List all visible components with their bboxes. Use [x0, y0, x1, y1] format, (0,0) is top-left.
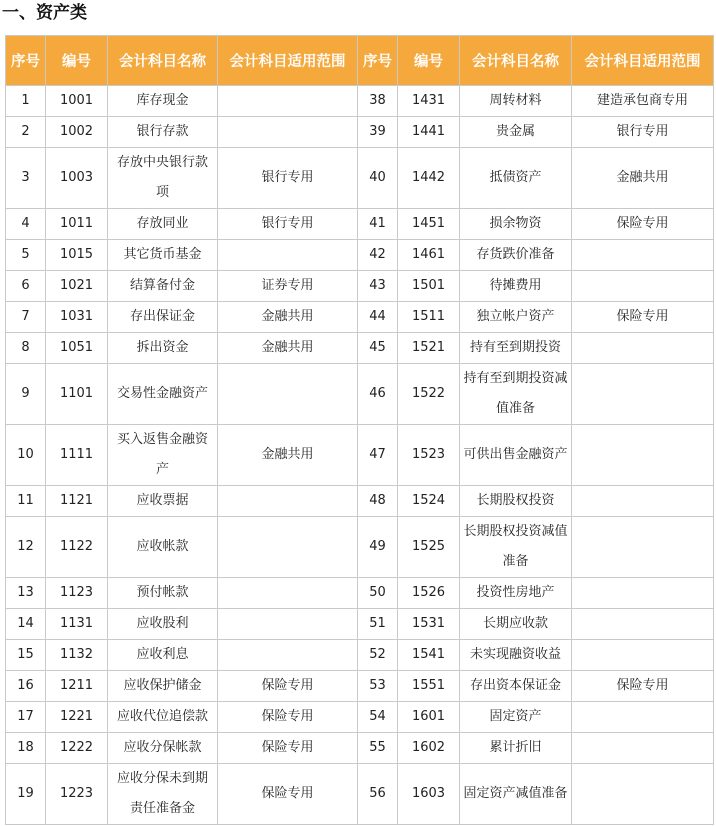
table-header-row	[6, 36, 714, 86]
cell-account-name: 其它货币基金	[108, 240, 218, 271]
cell-seq: 8	[6, 333, 46, 364]
cell-scope	[572, 425, 714, 486]
cell-scope: 银行专用	[218, 209, 358, 240]
cell-account-name: 交易性金融资产	[108, 364, 218, 425]
cell-account-name: 独立帐户资产	[460, 302, 572, 333]
cell-seq: 13	[6, 578, 46, 609]
cell-seq: 50	[358, 578, 398, 609]
cell-account-name: 长期股权投资减值准备	[460, 517, 572, 578]
cell-account-name: 贵金属	[460, 117, 572, 148]
cell-seq: 12	[6, 517, 46, 578]
cell-account-name: 存货跌价准备	[460, 240, 572, 271]
cell-seq: 14	[6, 609, 46, 640]
table-row	[6, 209, 714, 240]
cell-account-name: 持有至到期投资	[460, 333, 572, 364]
table-row	[6, 609, 714, 640]
cell-scope	[572, 517, 714, 578]
cell-account-name: 应收股利	[108, 609, 218, 640]
cell-scope	[572, 640, 714, 671]
table-row	[6, 271, 714, 302]
cell-account-name: 应收代位追偿款	[108, 702, 218, 733]
cell-code: 1461	[398, 240, 460, 271]
cell-scope	[572, 486, 714, 517]
cell-seq: 52	[358, 640, 398, 671]
cell-seq: 40	[358, 148, 398, 209]
cell-code: 1541	[398, 640, 460, 671]
cell-account-name: 结算备付金	[108, 271, 218, 302]
cell-code: 1015	[46, 240, 108, 271]
cell-code: 1122	[46, 517, 108, 578]
cell-seq: 46	[358, 364, 398, 425]
cell-scope	[572, 702, 714, 733]
cell-account-name: 抵债资产	[460, 148, 572, 209]
cell-code: 1011	[46, 209, 108, 240]
cell-seq: 41	[358, 209, 398, 240]
cell-scope	[572, 271, 714, 302]
table-row	[6, 148, 714, 209]
cell-scope: 证券专用	[218, 271, 358, 302]
cell-account-name: 预付帐款	[108, 578, 218, 609]
cell-seq: 43	[358, 271, 398, 302]
cell-scope: 银行专用	[572, 117, 714, 148]
cell-account-name: 未实现融资收益	[460, 640, 572, 671]
cell-account-name: 持有至到期投资减值准备	[460, 364, 572, 425]
header-code: 编号	[398, 36, 460, 86]
cell-code: 1521	[398, 333, 460, 364]
cell-account-name: 应收分保帐款	[108, 733, 218, 764]
cell-seq: 16	[6, 671, 46, 702]
cell-account-name: 存出保证金	[108, 302, 218, 333]
cell-scope	[218, 517, 358, 578]
cell-seq: 4	[6, 209, 46, 240]
cell-code: 1211	[46, 671, 108, 702]
table-row	[6, 333, 714, 364]
section-title: 一、资产类	[2, 3, 87, 23]
cell-code: 1551	[398, 671, 460, 702]
cell-account-name: 长期应收款	[460, 609, 572, 640]
cell-seq: 3	[6, 148, 46, 209]
table-row	[6, 517, 714, 578]
cell-code: 1531	[398, 609, 460, 640]
cell-code: 1021	[46, 271, 108, 302]
cell-seq: 11	[6, 486, 46, 517]
cell-scope	[572, 609, 714, 640]
cell-scope	[572, 764, 714, 825]
cell-account-name: 固定资产减值准备	[460, 764, 572, 825]
cell-code: 1522	[398, 364, 460, 425]
cell-account-name: 应收票据	[108, 486, 218, 517]
cell-code: 1222	[46, 733, 108, 764]
table-row	[6, 733, 714, 764]
cell-scope	[572, 364, 714, 425]
cell-account-name: 投资性房地产	[460, 578, 572, 609]
cell-account-name: 长期股权投资	[460, 486, 572, 517]
cell-account-name: 拆出资金	[108, 333, 218, 364]
cell-code: 1442	[398, 148, 460, 209]
cell-code: 1031	[46, 302, 108, 333]
cell-seq: 49	[358, 517, 398, 578]
cell-account-name: 应收帐款	[108, 517, 218, 578]
table-row	[6, 671, 714, 702]
cell-seq: 48	[358, 486, 398, 517]
header-account-name: 会计科目名称	[108, 36, 218, 86]
cell-code: 1001	[46, 86, 108, 117]
cell-code: 1132	[46, 640, 108, 671]
cell-account-name: 可供出售金融资产	[460, 425, 572, 486]
cell-scope: 金融共用	[218, 333, 358, 364]
cell-code: 1602	[398, 733, 460, 764]
cell-scope: 保险专用	[218, 733, 358, 764]
cell-scope: 保险专用	[572, 209, 714, 240]
cell-account-name: 待摊费用	[460, 271, 572, 302]
cell-seq: 42	[358, 240, 398, 271]
cell-code: 1603	[398, 764, 460, 825]
cell-account-name: 应收分保未到期责任准备金	[108, 764, 218, 825]
cell-scope	[572, 333, 714, 364]
cell-scope: 建造承包商专用	[572, 86, 714, 117]
cell-seq: 55	[358, 733, 398, 764]
cell-code: 1101	[46, 364, 108, 425]
cell-account-name: 库存现金	[108, 86, 218, 117]
cell-seq: 39	[358, 117, 398, 148]
accounts-table	[5, 35, 714, 825]
cell-scope: 银行专用	[218, 148, 358, 209]
table-row	[6, 86, 714, 117]
cell-code: 1111	[46, 425, 108, 486]
table-row	[6, 302, 714, 333]
cell-seq: 18	[6, 733, 46, 764]
cell-code: 1131	[46, 609, 108, 640]
cell-scope	[218, 86, 358, 117]
cell-scope	[218, 240, 358, 271]
cell-account-name: 买入返售金融资产	[108, 425, 218, 486]
cell-code: 1523	[398, 425, 460, 486]
cell-code: 1003	[46, 148, 108, 209]
cell-seq: 45	[358, 333, 398, 364]
cell-code: 1525	[398, 517, 460, 578]
cell-code: 1526	[398, 578, 460, 609]
cell-scope: 金融共用	[218, 302, 358, 333]
cell-scope	[218, 117, 358, 148]
cell-scope	[572, 578, 714, 609]
cell-scope: 保险专用	[218, 702, 358, 733]
table-row	[6, 425, 714, 486]
table-row	[6, 764, 714, 825]
table-row	[6, 117, 714, 148]
cell-scope: 金融共用	[572, 148, 714, 209]
cell-seq: 7	[6, 302, 46, 333]
cell-account-name: 损余物资	[460, 209, 572, 240]
table-row	[6, 578, 714, 609]
header-code: 编号	[46, 36, 108, 86]
cell-scope: 金融共用	[218, 425, 358, 486]
cell-scope	[572, 240, 714, 271]
cell-code: 1123	[46, 578, 108, 609]
cell-account-name: 周转材料	[460, 86, 572, 117]
cell-account-name: 银行存款	[108, 117, 218, 148]
cell-code: 1451	[398, 209, 460, 240]
cell-code: 1524	[398, 486, 460, 517]
cell-account-name: 固定资产	[460, 702, 572, 733]
header-seq: 序号	[358, 36, 398, 86]
header-scope: 会计科目适用范围	[572, 36, 714, 86]
cell-seq: 19	[6, 764, 46, 825]
table-row	[6, 240, 714, 271]
cell-account-name: 应收利息	[108, 640, 218, 671]
cell-seq: 54	[358, 702, 398, 733]
cell-code: 1511	[398, 302, 460, 333]
cell-seq: 9	[6, 364, 46, 425]
cell-seq: 56	[358, 764, 398, 825]
header-account-name: 会计科目名称	[460, 36, 572, 86]
cell-scope	[218, 640, 358, 671]
cell-account-name: 累计折旧	[460, 733, 572, 764]
cell-scope: 保险专用	[572, 302, 714, 333]
table-row	[6, 364, 714, 425]
cell-seq: 44	[358, 302, 398, 333]
cell-seq: 53	[358, 671, 398, 702]
cell-code: 1221	[46, 702, 108, 733]
cell-code: 1223	[46, 764, 108, 825]
cell-seq: 5	[6, 240, 46, 271]
cell-seq: 51	[358, 609, 398, 640]
table-row	[6, 640, 714, 671]
cell-code: 1002	[46, 117, 108, 148]
cell-seq: 47	[358, 425, 398, 486]
cell-code: 1501	[398, 271, 460, 302]
cell-code: 1051	[46, 333, 108, 364]
cell-account-name: 存出资本保证金	[460, 671, 572, 702]
table-row	[6, 486, 714, 517]
cell-scope: 保险专用	[572, 671, 714, 702]
header-seq: 序号	[6, 36, 46, 86]
table-row	[6, 702, 714, 733]
cell-code: 1441	[398, 117, 460, 148]
cell-account-name: 存放中央银行款项	[108, 148, 218, 209]
cell-scope	[218, 364, 358, 425]
cell-scope	[218, 486, 358, 517]
header-scope: 会计科目适用范围	[218, 36, 358, 86]
cell-scope	[218, 578, 358, 609]
cell-seq: 1	[6, 86, 46, 117]
cell-code: 1601	[398, 702, 460, 733]
cell-scope	[218, 609, 358, 640]
cell-seq: 2	[6, 117, 46, 148]
cell-account-name: 存放同业	[108, 209, 218, 240]
cell-seq: 10	[6, 425, 46, 486]
cell-code: 1431	[398, 86, 460, 117]
cell-seq: 6	[6, 271, 46, 302]
cell-seq: 38	[358, 86, 398, 117]
cell-scope: 保险专用	[218, 671, 358, 702]
cell-code: 1121	[46, 486, 108, 517]
cell-scope	[572, 733, 714, 764]
cell-scope: 保险专用	[218, 764, 358, 825]
cell-seq: 17	[6, 702, 46, 733]
cell-account-name: 应收保护储金	[108, 671, 218, 702]
cell-seq: 15	[6, 640, 46, 671]
